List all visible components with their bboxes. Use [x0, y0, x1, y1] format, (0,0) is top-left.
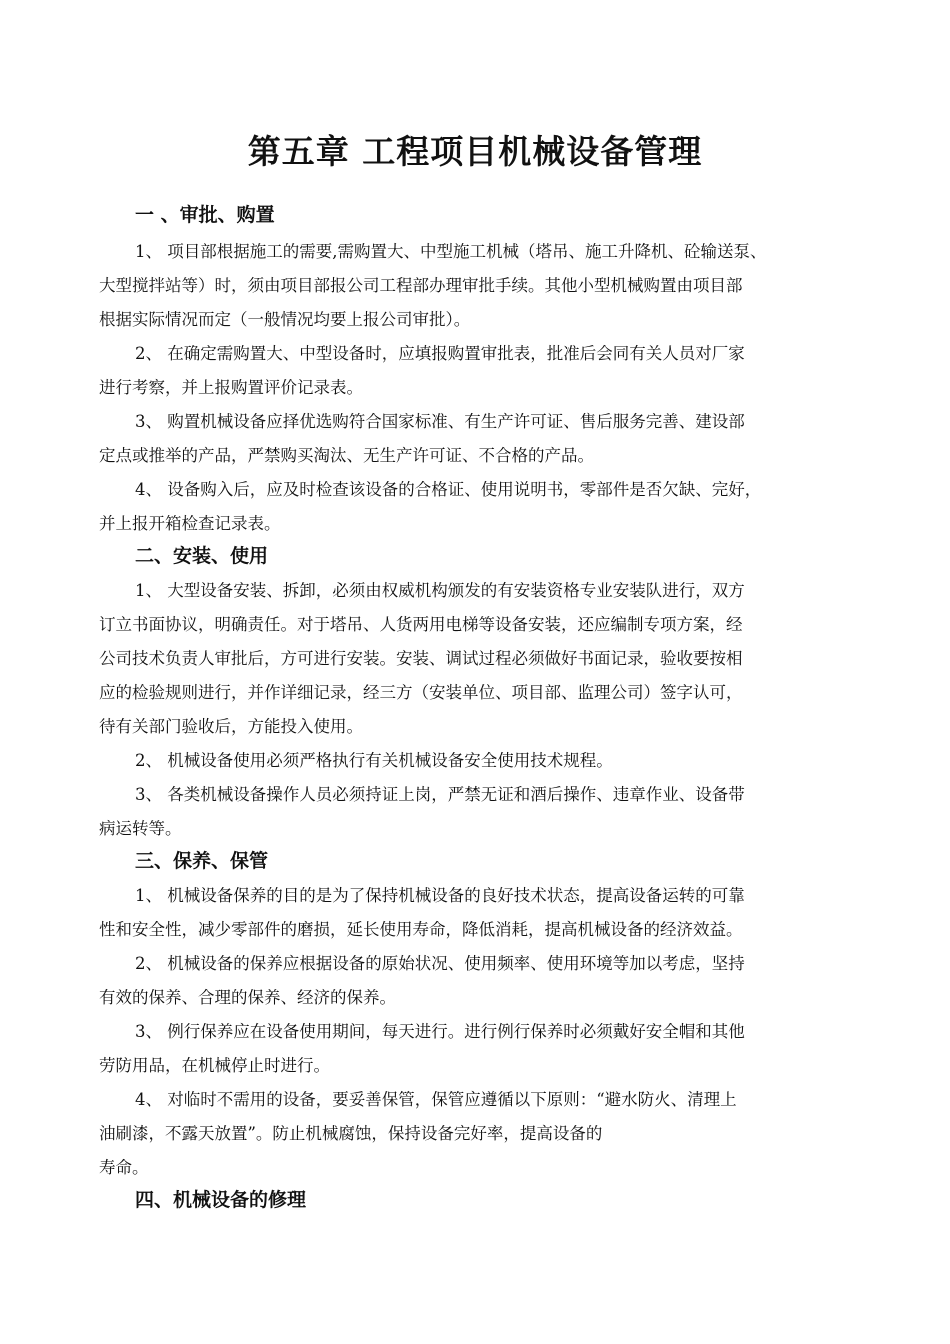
- paragraph-line: 3、 例行保养应在设备使用期间，每天进行。进行例行保养时必须戴好安全帽和其他: [135, 1022, 745, 1041]
- page-title: 第五章 工程项目机械设备管理: [247, 132, 703, 171]
- paragraph-line: 寿命。: [99, 1158, 149, 1177]
- paragraph-line: 性和安全性，减少零部件的磨损，延长使用寿命，降低消耗，提高机械设备的经济效益。: [99, 920, 743, 939]
- section-heading-maintenance-storage: 三、保养、保管: [135, 850, 269, 872]
- paragraph-line: 1、 项目部根据施工的需要,需购置大、中型施工机械（塔吊、施工升降机、砼输送泵、: [135, 242, 767, 261]
- paragraph-line: 劳防用品，在机械停止时进行。: [99, 1056, 330, 1075]
- paragraph-line: 大型搅拌站等）时，须由项目部报公司工程部办理审批手续。其他小型机械购置由项目部: [99, 276, 743, 295]
- paragraph-line: 2、 机械设备的保养应根据设备的原始状况、使用频率、使用环境等加以考虑，坚持: [135, 954, 745, 973]
- paragraph-line: 定点或推举的产品，严禁购买淘汰、无生产许可证、不合格的产品。: [99, 446, 594, 465]
- section-heading-repair: 四、机械设备的修理: [135, 1189, 307, 1211]
- paragraph-line: 4、 设备购入后，应及时检查该设备的合格证、使用说明书，零部件是否欠缺、完好，: [135, 480, 762, 499]
- paragraph-line: 2、 在确定需购置大、中型设备时，应填报购置审批表，批准后会同有关人员对厂家: [135, 344, 745, 363]
- paragraph-line: 有效的保养、合理的保养、经济的保养。: [99, 988, 396, 1007]
- paragraph-line: 公司技术负责人审批后，方可进行安装。安装、调试过程必须做好书面记录，验收要按相: [99, 649, 743, 668]
- paragraph-line: 1、 大型设备安装、拆卸，必须由权威机构颁发的有安装资格专业安装队进行，双方: [135, 581, 745, 600]
- paragraph-line: 进行考察，并上报购置评价记录表。: [99, 378, 363, 397]
- paragraph-line: 病运转等。: [99, 819, 182, 838]
- paragraph-line: 待有关部门验收后，方能投入使用。: [99, 717, 363, 736]
- paragraph-line: 3、 购置机械设备应择优选购符合国家标准、有生产许可证、售后服务完善、建设部: [135, 412, 745, 431]
- paragraph-line: 2、 机械设备使用必须严格执行有关机械设备安全使用技术规程。: [135, 751, 613, 770]
- paragraph-line: 油刷漆，不露天放置”。防止机械腐蚀，保持设备完好率，提高设备的: [99, 1124, 603, 1143]
- paragraph-line: 3、 各类机械设备操作人员必须持证上岗，严禁无证和酒后操作、违章作业、设备带: [135, 785, 745, 804]
- paragraph-line: 应的检验规则进行，并作详细记录，经三方（安装单位、项目部、监理公司）签字认可，: [99, 683, 743, 702]
- paragraph-line: 1、 机械设备保养的目的是为了保持机械设备的良好技术状态，提高设备运转的可靠: [135, 886, 745, 905]
- section-heading-approval-purchase: 一 、审批、购置: [135, 204, 275, 226]
- paragraph-line: 订立书面协议，明确责任。对于塔吊、人货两用电梯等设备安装，还应编制专项方案，经: [99, 615, 743, 634]
- paragraph-line: 根据实际情况而定（一般情况均要上报公司审批）。: [99, 310, 471, 329]
- section-heading-install-use: 二、安装、使用: [135, 545, 269, 567]
- paragraph-line: 4、 对临时不需用的设备，要妥善保管，保管应遵循以下原则：“避水防火、清理上: [135, 1090, 737, 1109]
- paragraph-line: 并上报开箱检查记录表。: [99, 514, 281, 533]
